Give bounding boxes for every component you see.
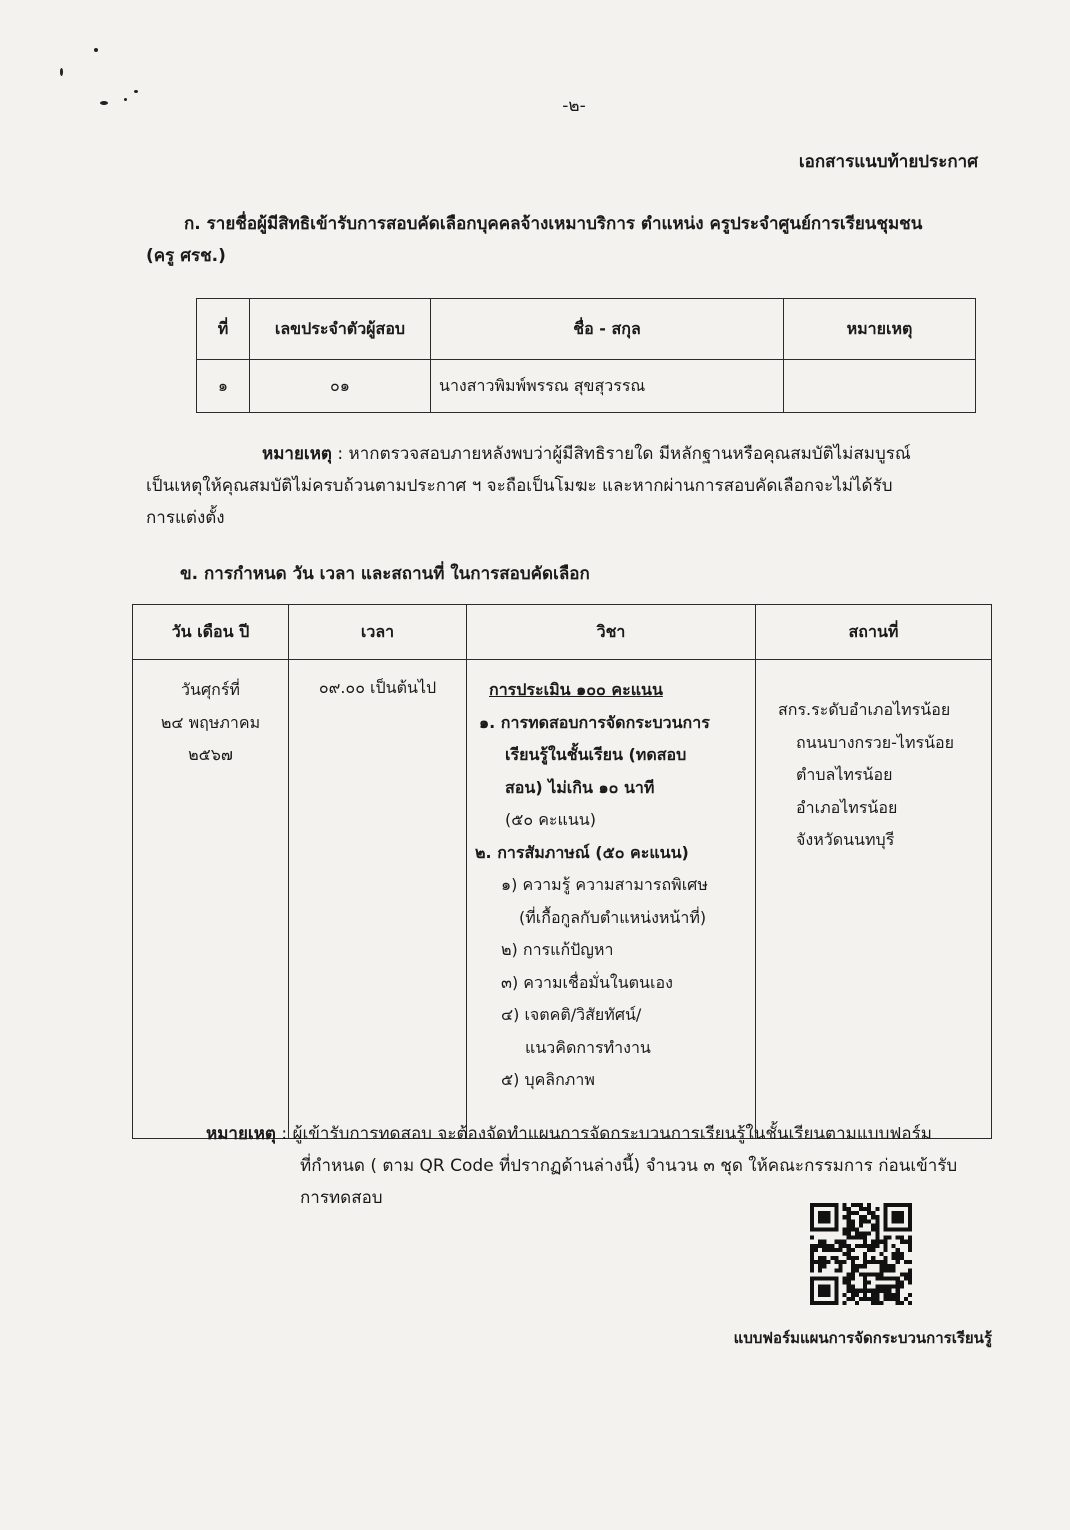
- note-b-label: หมายเหตุ: [206, 1124, 276, 1144]
- subject-line: ๑) ความรู้ ความสามารถพิเศษ: [501, 875, 708, 894]
- cell-time: [289, 660, 467, 1139]
- section-a-heading-line1: ก. รายชื่อผู้มีสิทธิเข้ารับการสอบคัดเลือกบุคคลจ้างเหมาบริการ ตำแหน่ง ครูประจำศูนย์การเรียนชุมชน: [184, 214, 923, 234]
- note-a: [146, 438, 1006, 534]
- header-candidate-id: เลขประจำตัวผู้สอบ: [250, 299, 431, 360]
- place-line: จังหวัดนนทบุรี: [796, 830, 895, 849]
- cell-place: [756, 660, 992, 1139]
- subject-line: ๓) ความเชื่อมั่นในตนเอง: [501, 972, 673, 992]
- place-line: สกร.ระดับอำเภอไทรน้อย: [778, 700, 951, 719]
- subject-line: เรียนรู้ในชั้นเรียน (ทดสอบ: [505, 745, 687, 764]
- date-line: ๒๕๖๗: [188, 745, 233, 764]
- subject-line: แนวคิดการทำงาน: [525, 1037, 651, 1057]
- cell-no: ๑: [197, 360, 250, 413]
- header-date: วัน เดือน ปี: [133, 605, 289, 660]
- cell-candidate-id: ๐๑: [250, 360, 431, 413]
- header-name: ชื่อ - สกุล: [431, 299, 784, 360]
- note-b-line1: : ผู้เข้ารับการทดสอบ จะต้องจัดทำแผนการจัดกระบวนการเรียนรู้ในชั้นเรียนตามแบบฟอร์ม: [275, 1124, 932, 1144]
- note-b: [206, 1118, 1006, 1214]
- subject-line: ๔) เจตคติ/วิสัยทัศน์/: [501, 1005, 642, 1024]
- place-line: ตำบลไทรน้อย: [796, 765, 893, 784]
- subject-line: ๒. การสัมภาษณ์ (๕๐ คะแนน): [475, 842, 689, 862]
- header-subject: วิชา: [467, 605, 756, 660]
- table-row: [133, 660, 992, 1139]
- note-a-line3: การแต่งตั้ง: [146, 508, 225, 528]
- table-header-row: [197, 299, 976, 360]
- scan-speck: [94, 48, 98, 52]
- attachment-header: เอกสารแนบท้ายประกาศ: [798, 152, 978, 172]
- header-time: เวลา: [289, 605, 467, 660]
- table-header-row: [133, 605, 992, 660]
- page-number: -๒-: [562, 96, 586, 116]
- note-a-line1: : หากตรวจสอบภายหลังพบว่าผู้มีสิทธิรายใด มีหลักฐานหรือคุณสมบัติไม่สมบูรณ์: [331, 444, 911, 464]
- cell-name: นางสาวพิมพ์พรรณ สุขสุวรรณ: [431, 360, 784, 413]
- subject-line: ๕) บุคลิกภาพ: [501, 1070, 595, 1089]
- subject-line: ๑. การทดสอบการจัดกระบวนการ: [479, 712, 710, 732]
- candidates-table: [196, 298, 976, 413]
- cell-subject: [467, 660, 756, 1139]
- time-value: ๐๙.๐๐ เป็นต้นไป: [318, 678, 437, 697]
- subject-line: สอน) ไม่เกิน ๑๐ นาที: [505, 777, 655, 797]
- place-line: อำเภอไทรน้อย: [796, 797, 898, 817]
- schedule-table: [132, 604, 992, 1139]
- scan-speck: [60, 68, 63, 76]
- qr-code-image[interactable]: [810, 1202, 912, 1306]
- section-a-heading-line2: (ครู ศรช.): [146, 246, 226, 266]
- table-row: [197, 360, 976, 413]
- note-b-line3: การทดสอบ: [300, 1188, 383, 1208]
- place-line: ถนนบางกรวย-ไทรน้อย: [796, 732, 955, 752]
- note-a-line2: เป็นเหตุให้คุณสมบัติไม่ครบถ้วนตามประกาศ ฯ จะถือเป็นโมฆะ และหากผ่านการสอบคัดเลือกจะไม่ได้รับ: [146, 476, 893, 496]
- note-a-label: หมายเหตุ: [262, 444, 332, 464]
- subject-line: ๒) การแก้ปัญหา: [501, 940, 614, 959]
- subject-line: (๕๐ คะแนน): [505, 810, 596, 829]
- cell-remark: [784, 360, 976, 413]
- header-no: ที่: [197, 299, 250, 360]
- note-b-line2: ที่กำหนด ( ตาม QR Code ที่ปรากฏด้านล่างนี้) จำนวน ๓ ชุด ให้คณะกรรมการ ก่อนเข้ารับ: [300, 1156, 958, 1176]
- qr-caption: แบบฟอร์มแผนการจัดกระบวนการเรียนรู้: [733, 1329, 992, 1347]
- section-a-heading: [146, 208, 1006, 272]
- date-line: วันศุกร์ที่: [181, 680, 240, 699]
- cell-date: [133, 660, 289, 1139]
- subject-line: (ที่เกื้อกูลกับตำแหน่งหน้าที่): [519, 907, 707, 927]
- header-place: สถานที่: [756, 605, 992, 660]
- date-line: ๒๔ พฤษภาคม: [160, 712, 261, 732]
- header-remark: หมายเหตุ: [784, 299, 976, 360]
- subject-title: การประเมิน ๑๐๐ คะแนน: [489, 680, 663, 699]
- section-b-heading: ข. การกำหนด วัน เวลา และสถานที่ ในการสอบคัดเลือก: [180, 564, 590, 584]
